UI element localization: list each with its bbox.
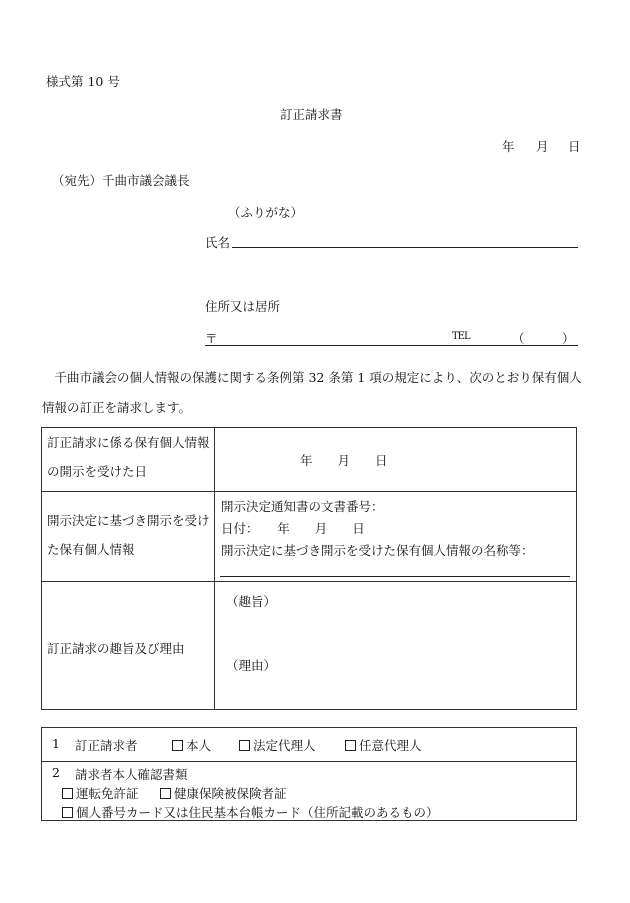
name-field[interactable] xyxy=(232,247,578,248)
option-legal-agent[interactable] xyxy=(239,736,316,754)
row2-doc-number[interactable]: 開示決定通知書の文書番号： xyxy=(221,499,384,514)
tel-parens: （ ） xyxy=(512,331,575,346)
row2-date[interactable]: 日付： 年 月 日 xyxy=(221,521,365,536)
voluntary-agent-checkbox[interactable] xyxy=(345,740,356,751)
requester-num: 1 xyxy=(52,736,60,751)
intro-text: 千曲市議会の個人情報の保護に関する条例第 32 条第 1 項の規定により、次のとおり保有個人情報の訂正を請求します。 xyxy=(42,370,582,415)
doc-mynumber-card-label: 個人番号カード又は住民基本台帳カード（住所記載のあるもの） xyxy=(76,805,439,820)
drivers-license-checkbox[interactable] xyxy=(62,788,73,799)
date-day: 日 xyxy=(568,139,581,154)
option-voluntary-agent-label: 任意代理人 xyxy=(359,738,422,753)
addressee: （宛先）千曲市議会議長 xyxy=(52,173,190,188)
row2-label: 開示決定に基づき開示を受けた保有個人情報 xyxy=(47,513,210,557)
requester-label: 訂正請求者 xyxy=(75,738,138,753)
option-legal-agent-label: 法定代理人 xyxy=(253,738,316,753)
table-column-divider xyxy=(214,427,215,710)
furigana-label: （ふりがな） xyxy=(228,205,304,220)
date-year: 年 xyxy=(502,139,515,154)
tel-label: TEL xyxy=(452,331,470,342)
row3-label: 訂正請求の趣旨及び理由 xyxy=(47,641,185,656)
health-insurance-checkbox[interactable] xyxy=(160,788,171,799)
self-checkbox[interactable] xyxy=(172,740,183,751)
id-docs-num: 2 xyxy=(52,765,60,780)
row2-info-name-field[interactable] xyxy=(220,576,570,577)
date-month: 月 xyxy=(536,139,549,154)
name-label: 氏名 xyxy=(205,235,231,250)
row1-date[interactable]: 年 月 日 xyxy=(300,453,388,468)
option-self-label: 本人 xyxy=(186,738,212,753)
row2-info-name[interactable]: 開示決定に基づき開示を受けた保有個人情報の名称等： xyxy=(221,543,534,558)
form-number: 様式第 10 号 xyxy=(46,74,120,89)
doc-drivers-license-label: 運転免許証 xyxy=(76,786,139,801)
doc-mynumber-card[interactable] xyxy=(62,803,439,821)
row3-reason[interactable]: （理由） xyxy=(226,658,277,673)
table-row-divider-2 xyxy=(41,581,577,582)
mynumber-card-checkbox[interactable] xyxy=(62,807,73,818)
option-voluntary-agent[interactable] xyxy=(345,736,422,754)
doc-health-insurance[interactable] xyxy=(160,784,287,802)
row3-purpose[interactable]: （趣旨） xyxy=(226,594,277,609)
page-title: 訂正請求書 xyxy=(280,107,343,122)
address-field[interactable] xyxy=(205,345,578,346)
address-label: 住所又は居所 xyxy=(205,299,281,314)
table-row-divider-1 xyxy=(41,491,577,492)
id-docs-label: 請求者本人確認書類 xyxy=(75,767,188,782)
doc-drivers-license[interactable] xyxy=(62,784,139,802)
legal-agent-checkbox[interactable] xyxy=(239,740,250,751)
option-self[interactable] xyxy=(172,736,211,754)
postal-mark: 〒 xyxy=(205,331,218,346)
bottom-row-divider xyxy=(41,761,577,762)
row1-label: 訂正請求に係る保有個人情報の開示を受けた日 xyxy=(47,435,210,479)
doc-health-insurance-label: 健康保険被保険者証 xyxy=(174,786,287,801)
